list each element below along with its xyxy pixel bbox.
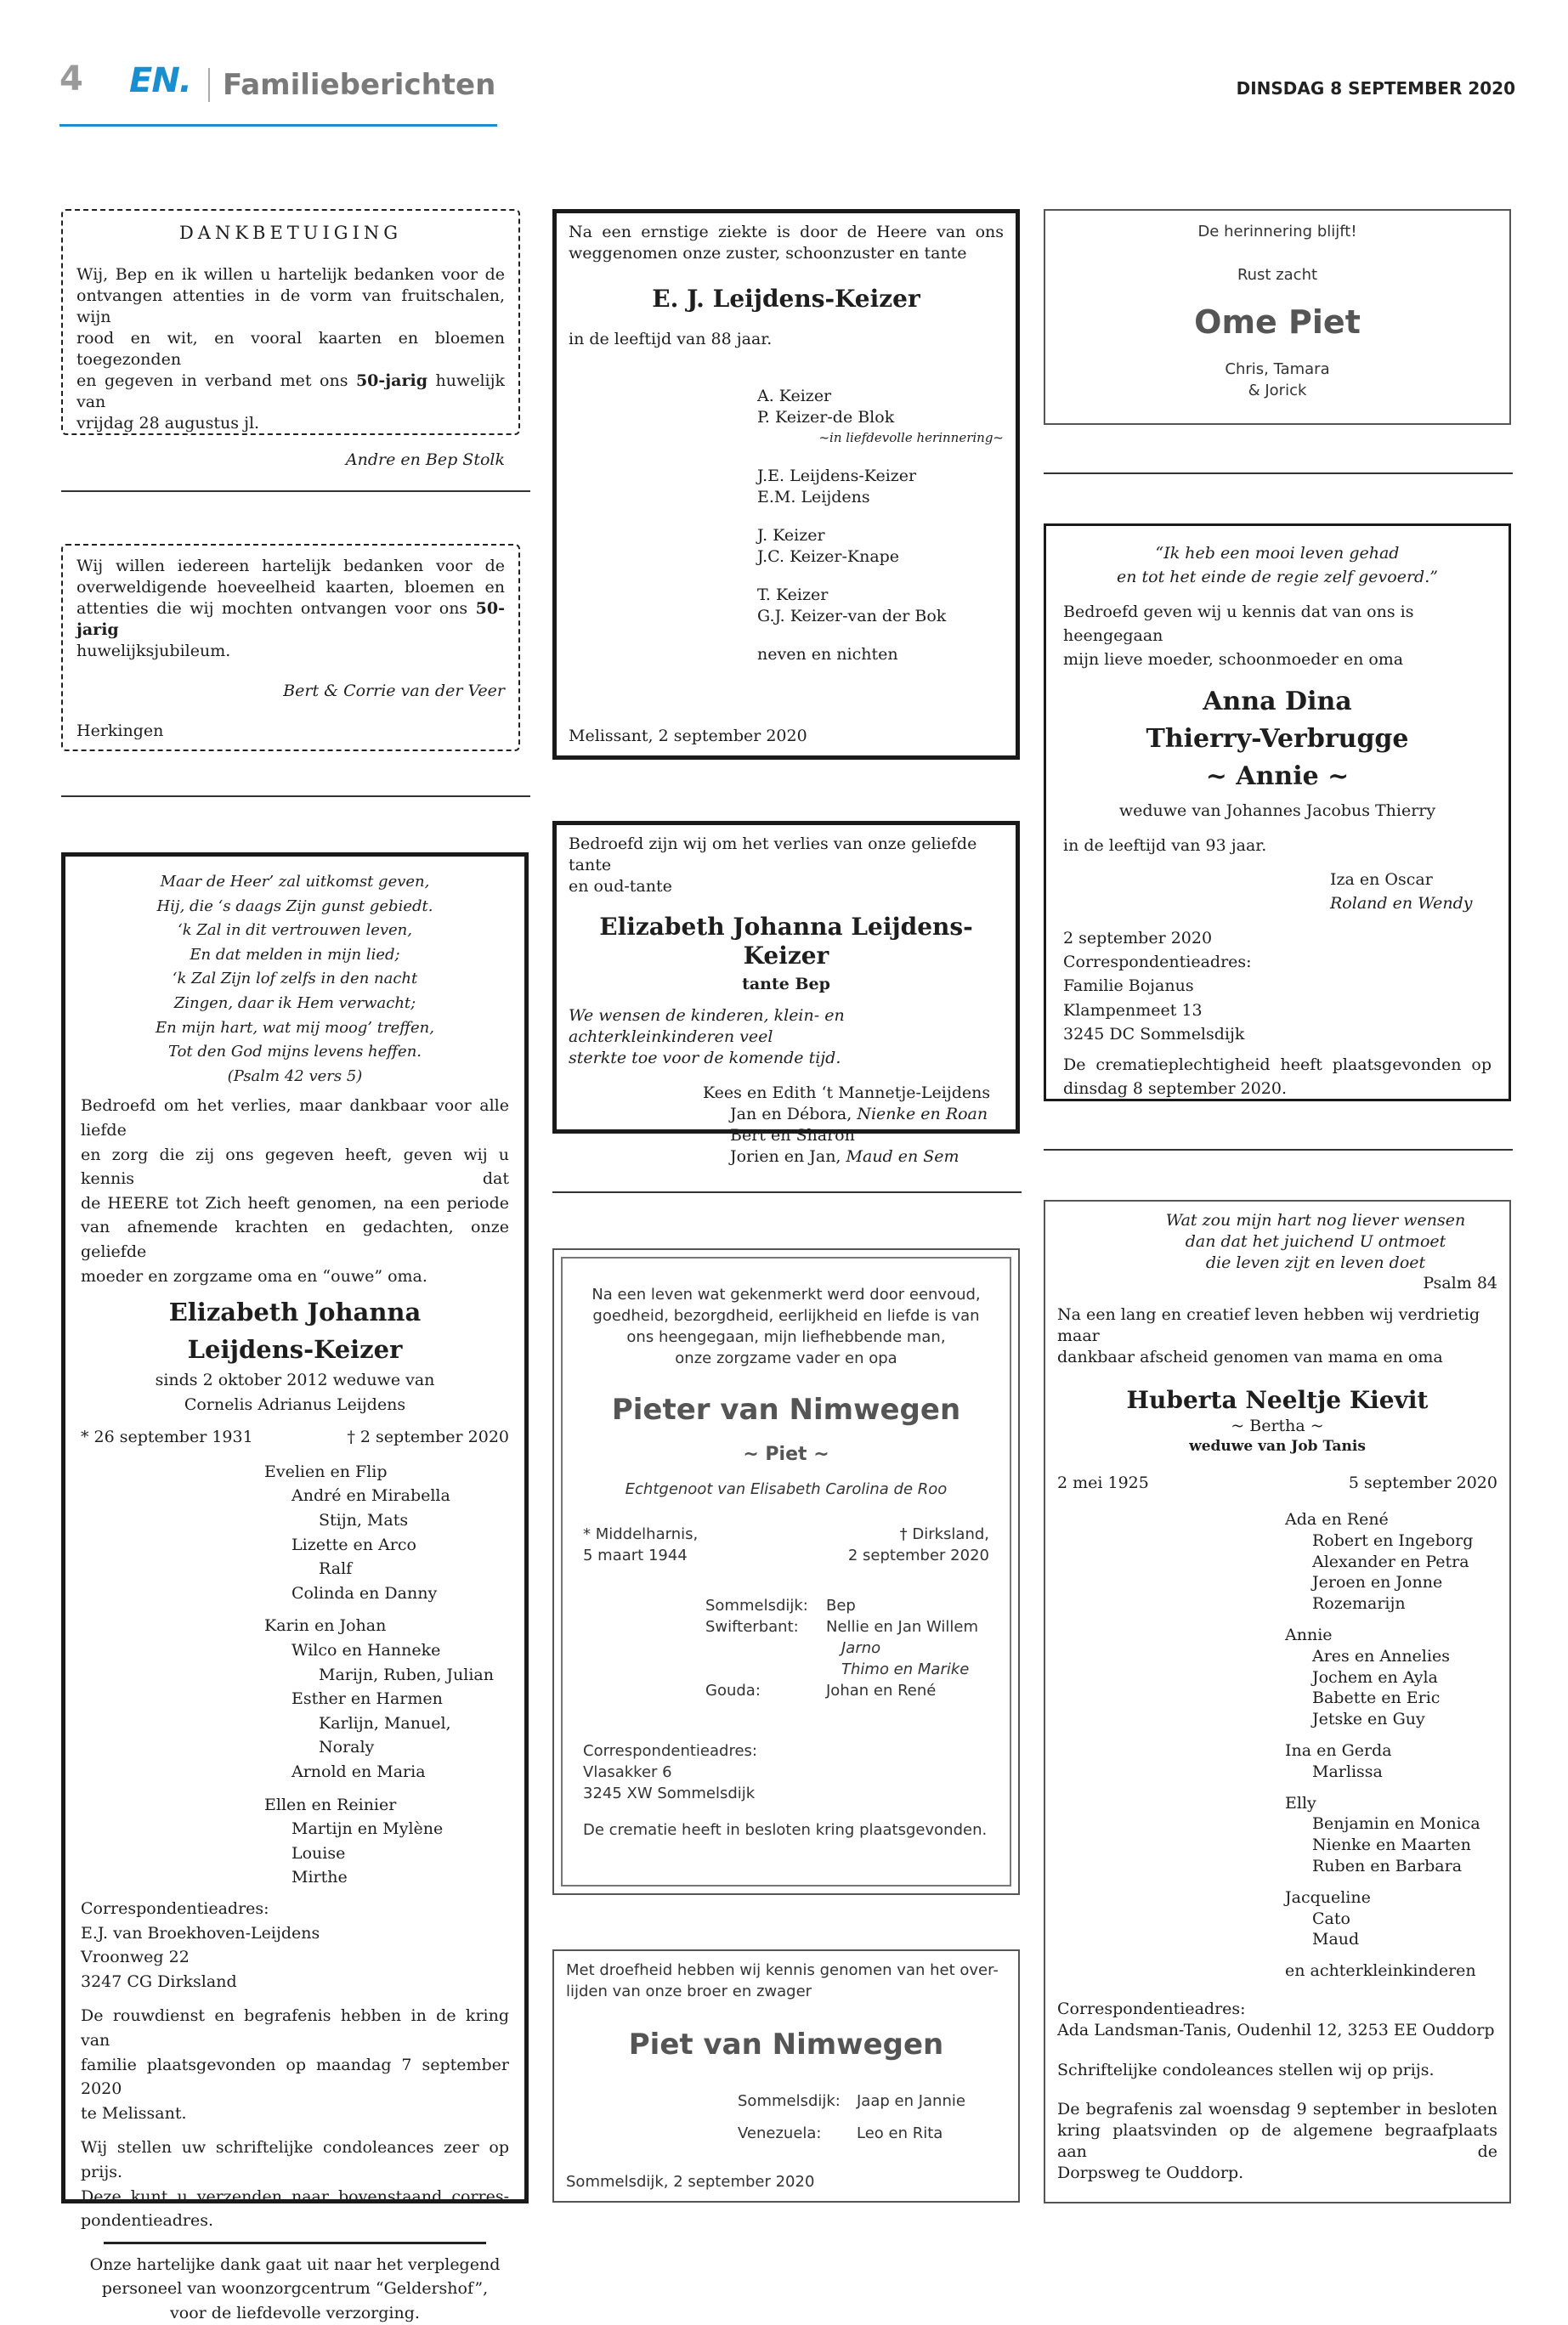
deceased-name: Elizabeth Johanna Leijdens-Keizer (599, 913, 973, 970)
quote-line: dan dat het juichend U ontmoet (1185, 1231, 1446, 1251)
condolences (81, 2135, 509, 2232)
family-member: Ada en René (1285, 1509, 1389, 1529)
text-line: weggenomen onze zuster, schoonzuster en tante (569, 244, 967, 263)
intro (563, 1284, 1010, 1369)
signature: Andre en Bep Stolk (345, 450, 505, 469)
funeral (1057, 2099, 1497, 2183)
grandchild: Rozemarijn (1312, 1594, 1406, 1614)
intro (566, 1960, 1006, 2002)
text-line: familie plaatsgevonden op maandag 7 september 2020 (81, 2055, 509, 2099)
text-line: dinsdag 8 september 2020. (1063, 1079, 1288, 1099)
family-names: Bep (826, 1597, 856, 1615)
ad-piet-brother (552, 1949, 1020, 2203)
family-member: Karlijn, Manuel, Noraly (319, 1713, 451, 1757)
grandchild: Ruben en Barbara (1312, 1856, 1463, 1875)
text-line: * Middelharnis, (583, 1525, 699, 1543)
text-line: te Melissant. (81, 2103, 187, 2123)
thanks-rule (104, 2242, 486, 2244)
family-member: neven en nichten (757, 645, 898, 664)
condolences: Schriftelijke condoleances stellen wij op prijs. (1057, 2060, 1435, 2079)
text-line: dankbaar afscheid genomen van mama en oma (1057, 1347, 1443, 1366)
birth-date: 2 mei 1925 (1057, 1474, 1149, 1493)
spouse: Echtgenoot van Elisabeth Carolina de Roo (625, 1480, 948, 1498)
family-member: Annie (1285, 1625, 1333, 1644)
signer: & Jorick (1248, 382, 1307, 399)
family-row (705, 1616, 1010, 1680)
text-line: Vroonweg 22 (81, 1948, 190, 1967)
birth (583, 1524, 698, 1566)
text-line: Dorpsweg te Ouddorp. (1057, 2163, 1244, 2182)
family-member: Ellen en Reinier (264, 1795, 397, 1814)
intro (569, 834, 1004, 897)
text-line: E.J. van Broekhoven-Leijdens (81, 1923, 320, 1943)
text-line: Bedroefd geven wij u kennis dat van ons is heengegaan (1063, 602, 1414, 645)
divider (1044, 1149, 1513, 1151)
text-bold: 50-jarig (355, 371, 427, 390)
text-line: moeder en zorgzame oma en “ouwe” oma. (81, 1266, 427, 1286)
signer (703, 1146, 1004, 1168)
memory-note: ~in liefdevolle herinnering~ (818, 430, 1004, 445)
death-date: 5 september 2020 (1348, 1474, 1497, 1493)
intro (569, 222, 1004, 264)
poem-line: En dat melden in mijn lied; (190, 945, 400, 964)
signer-name: Jorien en Jan, (730, 1147, 846, 1166)
signers (1056, 359, 1499, 401)
quote-line: “Ik heb een mooi leven gehad (1155, 544, 1400, 563)
widow-of: weduwe van Job Tanis (1189, 1438, 1366, 1456)
family-member: Elly (1285, 1793, 1316, 1813)
family-names: Johan en René (826, 1682, 937, 1700)
text-line: Wij willen iedereen hartelijk bedanken voor de (76, 557, 505, 575)
family-member: Evelien en Flip (264, 1462, 388, 1481)
ad-elizabeth (61, 852, 529, 2322)
text-line: Bedroefd zijn wij om het verlies van onze geliefde tante (569, 834, 977, 874)
address (1063, 926, 1492, 1046)
text-line: goedheid, bezorgdheid, eerlijkheid en liefde is van (592, 1307, 980, 1325)
grandchild: Marlissa (1312, 1762, 1383, 1781)
closing: De crematie heeft in besloten kring plaatsgevonden. (583, 1821, 988, 1839)
family-member: en achterkleinkinderen (1285, 1961, 1476, 1981)
family-place: Swifterbant: (705, 1618, 799, 1636)
text-line: Na een leven wat gekenmerkt werd door eenvoud, (592, 1286, 981, 1304)
grandchild: Alexander en Petra (1312, 1552, 1469, 1571)
place-date: Sommelsdijk, 2 september 2020 (566, 2173, 815, 2191)
family-place: Sommelsdijk: (705, 1597, 808, 1615)
death (848, 1524, 989, 1566)
widow-of (81, 1368, 509, 1417)
family-place: Sommelsdijk: (738, 2092, 841, 2110)
deceased-name: E. J. Leijdens-Keizer (652, 285, 920, 313)
family-member: André en Mirabella (292, 1486, 450, 1506)
text-line: Met droefheid hebben wij kennis genomen van het over- (566, 1961, 999, 1979)
ad-vanderveer (61, 544, 520, 751)
psalm: Psalm 84 (1423, 1274, 1497, 1293)
grandchild: Jeroen en Jonne (1312, 1573, 1443, 1592)
intro (1063, 600, 1492, 672)
signer-name: Kees en Edith ‘t Mannetje-Leijdens (703, 1083, 991, 1102)
quote-line: en tot het einde de regie zelf gevoerd.” (1117, 568, 1438, 587)
text-line: Klampenmeet 13 (1063, 1000, 1203, 1020)
name-line: Leijdens-Keizer (187, 1335, 403, 1365)
grandchild: Cato (1312, 1909, 1350, 1928)
family-row (738, 2085, 1006, 2118)
dates (81, 1425, 509, 1450)
text-line: pondentieadres. (81, 2211, 214, 2231)
family-member: J.E. Leijdens-Keizer (757, 467, 917, 485)
place-date: Melissant, 2 september 2020 (569, 727, 807, 745)
grandchild: Nienke en Maarten (1312, 1836, 1471, 1855)
family-member: Marijn, Ruben, Julian (319, 1665, 494, 1684)
text-line: van afnemende krachten en gedachten, onze geliefde (81, 1218, 509, 1261)
family-member: G.J. Keizer-van der Bok (757, 607, 947, 625)
family-row (705, 1680, 1010, 1701)
poem-line: Tot den God mijns levens heffen. (167, 1043, 422, 1061)
quote (1063, 541, 1492, 590)
grandchild: Babette en Eric (1312, 1689, 1441, 1708)
family-row (705, 1595, 1010, 1616)
address (1057, 1999, 1497, 2041)
text-line: sinds 2 oktober 2012 weduwe van (155, 1371, 435, 1390)
widow-of: weduwe van Johannes Jacobus Thierry (1118, 801, 1436, 821)
intro (1057, 1304, 1497, 1367)
signer (703, 1125, 1004, 1146)
family-member: Esther en Harmen (292, 1689, 443, 1709)
text-line: De begrafenis zal woensdag 9 september in besloten (1057, 2100, 1497, 2119)
logo: EN. (129, 61, 191, 100)
text-line: de HEERE tot Zich heeft genomen, na een periode (81, 1193, 509, 1213)
family-place: Gouda: (705, 1682, 761, 1700)
ad-huberta (1044, 1200, 1511, 2203)
text-line: De rouwdienst en begrafenis hebben in de kring van (81, 2006, 509, 2050)
family-member: Stijn, Mats (319, 1511, 409, 1530)
text-line: Familie Bojanus (1063, 976, 1194, 996)
ad-tante-bep (552, 821, 1020, 1166)
family-member: Wilco en Hanneke (292, 1641, 441, 1660)
poem-line: ‘k Zal Zijn lof zelfs in den nacht (172, 970, 418, 988)
text-line: 5 maart 1944 (583, 1547, 688, 1564)
family-grandchild: Thimo en Marike (841, 1660, 970, 1678)
text-line: Onze hartelijke dank gaat uit naar het verplegend (89, 2254, 501, 2274)
nickname: tante Bep (742, 975, 830, 993)
address (583, 1740, 1010, 1804)
text-line: Cornelis Adrianus Leijdens (184, 1394, 406, 1414)
poem-line: Zingen, daar ik Hem verwacht; (173, 993, 416, 1012)
family-list (1057, 1509, 1497, 1982)
death-date: † 2 september 2020 (347, 1428, 509, 1447)
family-list (569, 386, 1004, 665)
ad-ej-keizer (552, 209, 1020, 760)
family-member: Lizette en Arco (292, 1535, 416, 1554)
deceased-name: Pieter van Nimwegen (611, 1393, 961, 1427)
grandchild: Jochem en Ayla (1312, 1667, 1438, 1687)
text-line: en zorg die zij ons gegeven heeft, geven wij u kennis dat (81, 1145, 509, 1189)
grandchild: Robert en Ingeborg (1312, 1530, 1474, 1550)
line: De herinnering blijft! (1197, 223, 1357, 240)
ad-text (76, 264, 505, 434)
text-line: vrijdag 28 augustus jl. (76, 414, 260, 433)
text-line: sterkte toe voor de komende tijd. (569, 1049, 841, 1067)
family-member: P. Keizer-de Blok (757, 408, 895, 427)
family-place: Venezuela: (738, 2124, 822, 2142)
deceased-name (1063, 683, 1492, 795)
family-table (566, 2085, 1006, 2150)
text-line: Wij stellen uw schriftelijke condoleances zeer op prijs. (81, 2138, 509, 2181)
nickname: ~ Bertha ~ (1231, 1416, 1324, 1435)
thanks (81, 2253, 509, 2325)
line: Rust zacht (1237, 266, 1318, 284)
family-list (81, 1460, 509, 1890)
text-line: lijden van onze broer en zwager (566, 1983, 812, 2000)
family-names: Leo en Rita (857, 2124, 943, 2142)
poem-line: En mijn hart, wat mij moog’ treffen, (156, 1018, 434, 1037)
text-line: onze zorgzame vader en opa (675, 1349, 897, 1367)
signer (703, 1104, 1004, 1125)
ad-anna-dina (1044, 523, 1511, 1101)
name-line: Thierry-Verbrugge (1146, 724, 1409, 755)
text-line: Correspondentieadres: (1057, 1999, 1246, 2018)
text-part: attenties die wij mochten ontvangen voor ons (76, 599, 468, 618)
text-line: kring plaatsvinden op de algemene begraafplaats aan de (1057, 2121, 1497, 2161)
family-names: Nellie en Jan Willem (826, 1618, 979, 1636)
text-line: Correspondentieadres: (583, 1742, 757, 1760)
text-part: en gegeven in verband met ons (76, 371, 348, 390)
family-member: Martijn en Mylène (292, 1819, 444, 1839)
age: in de leeftijd van 88 jaar. (569, 330, 773, 348)
service (81, 2004, 509, 2125)
signer: Chris, Tamara (1225, 360, 1330, 378)
divider (61, 490, 530, 492)
signer-children: Nienke en Roan (857, 1105, 988, 1123)
divider (61, 795, 530, 797)
text-line: ons heengegaan, mijn liefhebbende man, (626, 1328, 946, 1346)
ad-ome-piet (1044, 209, 1511, 425)
text-line: personeel van woonzorgcentrum “Geldershof”, (101, 2279, 489, 2299)
family-member: E.M. Leijdens (757, 488, 870, 506)
family-table (563, 1595, 1010, 1701)
text-line: Na een lang en creatief leven hebben wij verdrietig maar (1057, 1305, 1480, 1345)
deceased-name: Ome Piet (1194, 303, 1361, 341)
family-member: J.C. Keizer-Knape (757, 547, 900, 566)
family-member: Jacqueline (1285, 1887, 1371, 1907)
wish (569, 1005, 1004, 1069)
text-line: We wensen de kinderen, klein- en achterkleinkinderen veel (569, 1006, 845, 1046)
family-names: Jaap en Jannie (857, 2092, 965, 2110)
deceased-name: Huberta Neeltje Kievit (1126, 1385, 1429, 1414)
name-line: ~ Annie ~ (1205, 761, 1350, 792)
family-member: Karin en Johan (264, 1616, 387, 1636)
family-member: J. Keizer (757, 526, 825, 545)
quote-line: die leven zijt en leven doet (1205, 1253, 1426, 1272)
page-number: 4 (59, 59, 83, 99)
place: Herkingen (76, 721, 164, 740)
ad-dankbetuiging (61, 209, 520, 469)
text-line (76, 371, 505, 413)
text-line: rood en wit, en vooral kaarten en bloemen toegezonden (76, 329, 505, 369)
poem-line: Hij, die ‘s daags Zijn gunst gebiedt. (156, 897, 433, 915)
ad-heading: DANKBETUIGING (178, 223, 403, 243)
text-line: mijn lieve moeder, schoonmoeder en oma (1063, 650, 1404, 670)
deceased-name (81, 1293, 509, 1368)
divider (552, 1191, 1022, 1193)
text-line: Deze kunt u verzenden naar bovenstaand corres- (81, 2186, 509, 2206)
family-grandchild: Jarno (841, 1639, 881, 1657)
grandchild: Jetske en Guy (1312, 1710, 1425, 1729)
text-line (76, 598, 505, 641)
intro (81, 1094, 509, 1288)
issue-date: DINSDAG 8 SEPTEMBER 2020 (1236, 78, 1515, 99)
text-bold: 50- jarig (76, 599, 505, 639)
text-line: 3247 CG Dirksland (81, 1971, 237, 1991)
text-line: 2 september 2020 (847, 1547, 989, 1564)
text-part: huwelijk van (76, 371, 506, 411)
name-line: Elizabeth Johanna (168, 1298, 422, 1327)
signature: Bert & Corrie van der Veer (283, 682, 505, 700)
signer: Roland en Wendy (1330, 894, 1473, 914)
quote-line: Wat zou mijn hart nog liever wensen (1165, 1211, 1466, 1230)
family-member: Arnold en Maria (292, 1762, 426, 1781)
family-member: T. Keizer (757, 585, 829, 604)
grandchild: Benjamin en Monica (1312, 1814, 1480, 1834)
nickname: ~ Piet ~ (743, 1444, 829, 1465)
text-line: 3245 XW Sommelsdijk (583, 1785, 756, 1802)
signer: Iza en Oscar (1330, 870, 1433, 890)
address (81, 1897, 509, 1994)
family-member: Ina en Gerda (1285, 1740, 1392, 1760)
logo-divider (208, 68, 210, 102)
family-member: Louise (292, 1843, 346, 1863)
text-line: ontvangen attenties in de vorm van fruitschalen, wijn (76, 286, 505, 326)
text-line: Wij, Bep en ik willen u hartelijk bedanken voor de (76, 265, 505, 284)
closing (1063, 1053, 1492, 1101)
signers (1063, 868, 1492, 916)
name-line: Anna Dina (1203, 687, 1352, 717)
text-line: Na een ernstige ziekte is door de Heere van ons (569, 223, 1004, 241)
age: in de leeftijd van 93 jaar. (1063, 835, 1267, 855)
family-member: Colinda en Danny (292, 1583, 438, 1603)
text-line: voor de liefdevolle verzorging. (170, 2303, 420, 2322)
deceased-name: Piet van Nimwegen (628, 2028, 944, 2062)
text-line: 2 september 2020 (1063, 928, 1213, 948)
text-line: Ada Landsman-Tanis, Oudenhil 12, 3253 EE Ouddorp (1057, 2020, 1495, 2039)
text-line: huwelijksjubileum. (76, 642, 231, 660)
ad-text (76, 556, 505, 662)
text-line: Correspondentieadres: (81, 1898, 269, 1918)
signers (569, 1083, 1004, 1168)
poem-line: Maar de Heer’ zal uitkomst geven, (160, 873, 430, 891)
text-line: en oud-tante (569, 877, 672, 896)
dates (583, 1524, 989, 1566)
text-line: Bedroefd om het verlies, maar dankbaar voor alle liefde (81, 1096, 509, 1140)
grandchild: Ares en Annelies (1312, 1646, 1450, 1666)
masthead-rule (59, 124, 497, 127)
ad-pieter (552, 1248, 1020, 1895)
family-row (738, 2118, 1006, 2150)
text-line: † Dirksland, (899, 1525, 989, 1543)
text-line: Vlasakker 6 (583, 1763, 672, 1781)
signer-name: Jan en Débora, (730, 1105, 858, 1123)
text-line: Correspondentieadres: (1063, 952, 1252, 971)
text-line: 3245 DC Sommelsdijk (1063, 1024, 1245, 1044)
quote (1057, 1210, 1497, 1273)
signer-name: Bert en Sharon (730, 1126, 855, 1145)
text-line: De crematieplechtigheid heeft plaatsgevonden op (1063, 1055, 1492, 1075)
section-title: Familieberichten (223, 68, 496, 102)
birth-date: * 26 september 1931 (81, 1428, 253, 1447)
poem (81, 870, 509, 1089)
poem-line: (Psalm 42 vers 5) (227, 1066, 363, 1085)
grandchild: Maud (1312, 1930, 1360, 1949)
divider (1044, 472, 1513, 474)
dates (1057, 1473, 1497, 1494)
signer-children: Maud en Sem (846, 1147, 959, 1166)
signer (703, 1083, 1004, 1104)
family-member: Mirthe (292, 1868, 348, 1887)
text-line: overweldigende hoeveelheid kaarten, bloemen en (76, 578, 505, 597)
poem-line: ‘k Zal in dit vertrouwen leven, (178, 921, 412, 940)
family-member: A. Keizer (757, 387, 832, 405)
family-member: Ralf (319, 1559, 353, 1579)
